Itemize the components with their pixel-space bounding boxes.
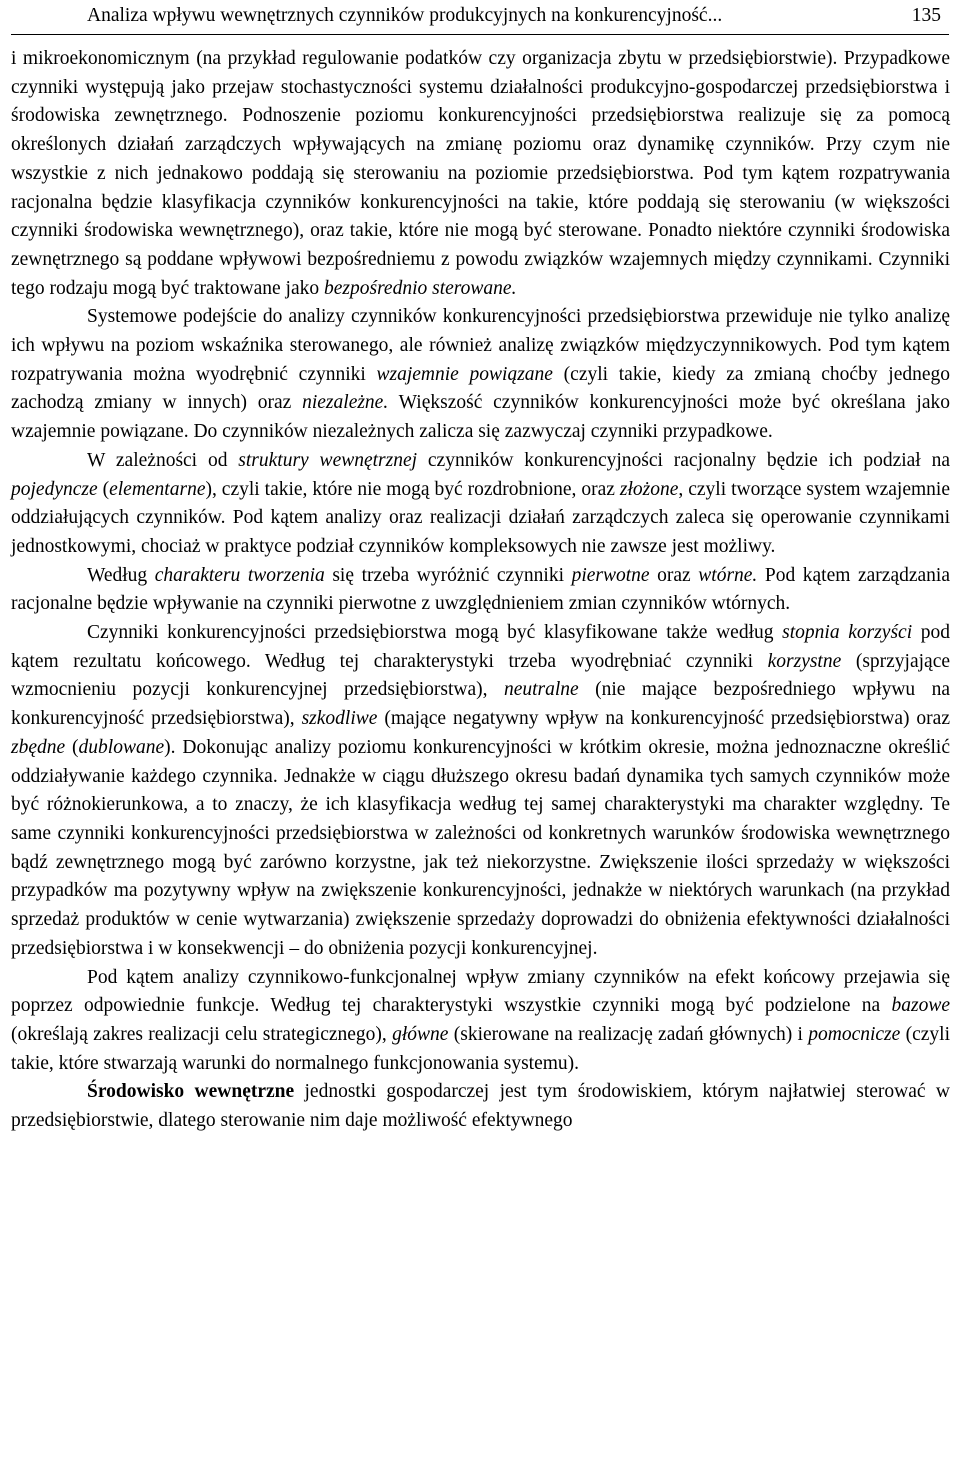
text-run: pod kątem rezultatu końcowego. Według tej charakterystyki trzeba wyodrębniać czynniki — [11, 622, 951, 672]
paragraph-7 — [11, 1078, 950, 1135]
italic-term: pomocnicze — [808, 1023, 901, 1045]
text-run: (czyli takie, które stwarzają warunki do normalnego funkcjonowania systemu). — [11, 1023, 951, 1074]
italic-term: zbędne — [11, 736, 66, 758]
text-run: (mające negatywny wpływ na konkurencyjność przedsiębiorstwa) oraz — [377, 708, 950, 730]
italic-term: pojedyncze — [11, 478, 98, 500]
text-run: ), czyli takie, które nie mogą być rozdrobnione, oraz — [205, 478, 620, 500]
text-run: (czyli takie, kiedy za zmianą choćby jednego zachodzą zmiany w innych) oraz — [11, 363, 951, 414]
text-run: oraz — [649, 564, 699, 586]
italic-term: wzajemnie powiązane — [376, 363, 553, 385]
italic-term: niezależne. — [302, 392, 389, 414]
italic-term: pierwotne — [571, 564, 650, 586]
bold-term: Środowisko wewnętrzne — [87, 1081, 295, 1103]
text-run: , czyli tworzące system wzajemnie oddziałujących czynników. Pod kątem analizy oraz realizacji działań zarządczych zaleca się operowanie czynnikami jednostkowymi, chociaż w praktyce podział czynników kompleksowych nie zawsze jest możliwy. — [11, 478, 950, 557]
italic-term: neutralne — [503, 679, 579, 701]
italic-term: główne — [392, 1023, 449, 1045]
paragraph-1 — [11, 45, 950, 303]
italic-term: charakteru tworzenia — [154, 564, 325, 586]
text-run: (nie mające bezpośredniego wpływu na konkurencyjność przedsiębiorstwa), — [11, 679, 950, 730]
text-run: Pod kątem analizy czynnikowo-funkcjonalnej wpływ zmiany czynników na efekt końcowy przejawia się poprzez odpowiednie funkcje. Według tej charakterystyki wszystkie czynniki mogą być podzielone na — [11, 966, 950, 1017]
italic-term: szkodliwe — [301, 708, 378, 730]
text-run: ( — [65, 736, 79, 758]
header-rule — [11, 34, 949, 35]
text-run: (skierowane na realizację zadań głównych) i — [448, 1023, 809, 1045]
text-run: ). Dokonując analizy poziomu konkurencyjności w krótkim okresie, można jednoznaczne określić oddziaływanie każdego czynnika. Jednakże w ciągu dłuższego okresu badań dynamika tych samych czynników może być różnokierunkowa, a to znaczy, że ich klasyfikacja według tej samej charakterystyki ma charakter względny. Te same czynniki konkurencyjności przedsiębiorstwa w zależności od konkretnych warunków środowiska wewnętrznego bądź zewnętrznego mogą być zarówno korzystne, jak też niekorzystne. Zwiększenie ilości sprzedaży w większości przypadków ma pozytywny wpływ na zwiększenie konkurencyjności, jednakże w niektórych warunkach (na przykład sprzedaż produktów w cenie wytwarzania) zwiększenie sprzedaży doprowadzi do obniżenia efektywności działalności przedsiębiorstwa i w konsekwencji – do obniżenia pozycji konkurencyjnej. — [11, 736, 950, 959]
italic-term: złożone — [619, 478, 679, 500]
italic-term: wtórne. — [698, 564, 758, 586]
italic-term: stopnia korzyści — [782, 622, 913, 644]
italic-term: bazowe — [891, 995, 950, 1017]
text-run: i mikroekonomicznym (na przykład regulowanie podatków czy organizacja zbytu w przedsiębiorstwie). Przypadkowe czynniki występują jako przejaw stochastyczności systemu działalności produkcyjno-gospodarczej przedsiębiorstwa i środowiska zewnętrznego. Podnoszenie poziomu konkurencyjności przedsiębiorstwa realizuje się za pomocą określonych działań zarządczych wpływających na zmianę poziomu oraz dynamikę czynników. Przy czym nie wszystkie z nich jednakowo poddają się sterowaniu na poziomie przedsiębiorstwa. Pod tym kątem rozpatrywania racjonalna będzie klasyfikacja czynników konkurencyjności na takie, które poddają się sterowaniu (w większości czynniki środowiska wewnętrznego), oraz takie, które nie mogą być sterowane. Ponadto niektóre czynniki środowiska zewnętrznego są poddane wpływowi bezpośredniemu z powodu związków wzajemnych między czynnikami. Czynniki tego rodzaju mogą być traktowane jako — [11, 48, 950, 299]
text-run: (określają zakres realizacji celu strategicznego), — [11, 1023, 393, 1045]
paragraph-2 — [11, 303, 950, 447]
running-header — [11, 3, 949, 29]
page-number: 135 — [911, 5, 941, 26]
text-run: (sprzyjające wzmocnieniu pozycji konkurencyjnej przedsiębiorstwa), — [11, 650, 951, 701]
paragraph-4 — [11, 562, 950, 619]
italic-term: struktury wewnętrznej — [238, 449, 418, 471]
text-run: Większość czynników konkurencyjności może być określana jako wzajemnie powiązane. Do czynników niezależnych zalicza się zazwyczaj czynniki przypadkowe. — [11, 392, 950, 443]
paragraph-6 — [11, 964, 950, 1079]
text-run: W zależności od — [87, 449, 239, 471]
italic-term: elementarne — [109, 478, 206, 500]
text-run: czynników konkurencyjności racjonalny będzie ich podział na — [417, 449, 950, 471]
text-run: Pod kątem zarządzania racjonalne będzie wpływanie na czynniki pierwotne z uwzględnieniem zmian czynników wtórnych. — [11, 564, 950, 615]
paragraph-5 — [11, 619, 950, 963]
italic-term: bezpośrednio sterowane. — [323, 277, 517, 299]
text-run: ( — [97, 478, 110, 500]
italic-term: korzystne — [767, 650, 842, 672]
running-header-title: Analiza wpływu wewnętrznych czynników produkcyjnych na konkurencyjność... — [87, 5, 723, 26]
italic-term: dublowane — [78, 736, 165, 758]
text-run: się trzeba wyróżnić czynniki — [324, 564, 572, 586]
text-run: jednostki gospodarczej jest tym środowiskiem, którym najłatwiej sterować w przedsiębiorstwie, dlatego sterowanie nim daje możliwość efektywnego — [11, 1081, 950, 1132]
text-run: Czynniki konkurencyjności przedsiębiorstwa mogą być klasyfikowane także według — [87, 622, 783, 644]
body-text — [11, 45, 950, 1136]
text-run: Systemowe podejście do analizy czynników konkurencyjności przedsiębiorstwa przewiduje nie tylko analizę ich wpływu na poziom wskaźnika sterowanego, ale również analizę związków międzyczynnikowych. Pod tym kątem rozpatrywania można wyodrębnić czynniki — [11, 306, 950, 385]
text-run: Według — [87, 564, 155, 586]
paragraph-3 — [11, 447, 950, 562]
